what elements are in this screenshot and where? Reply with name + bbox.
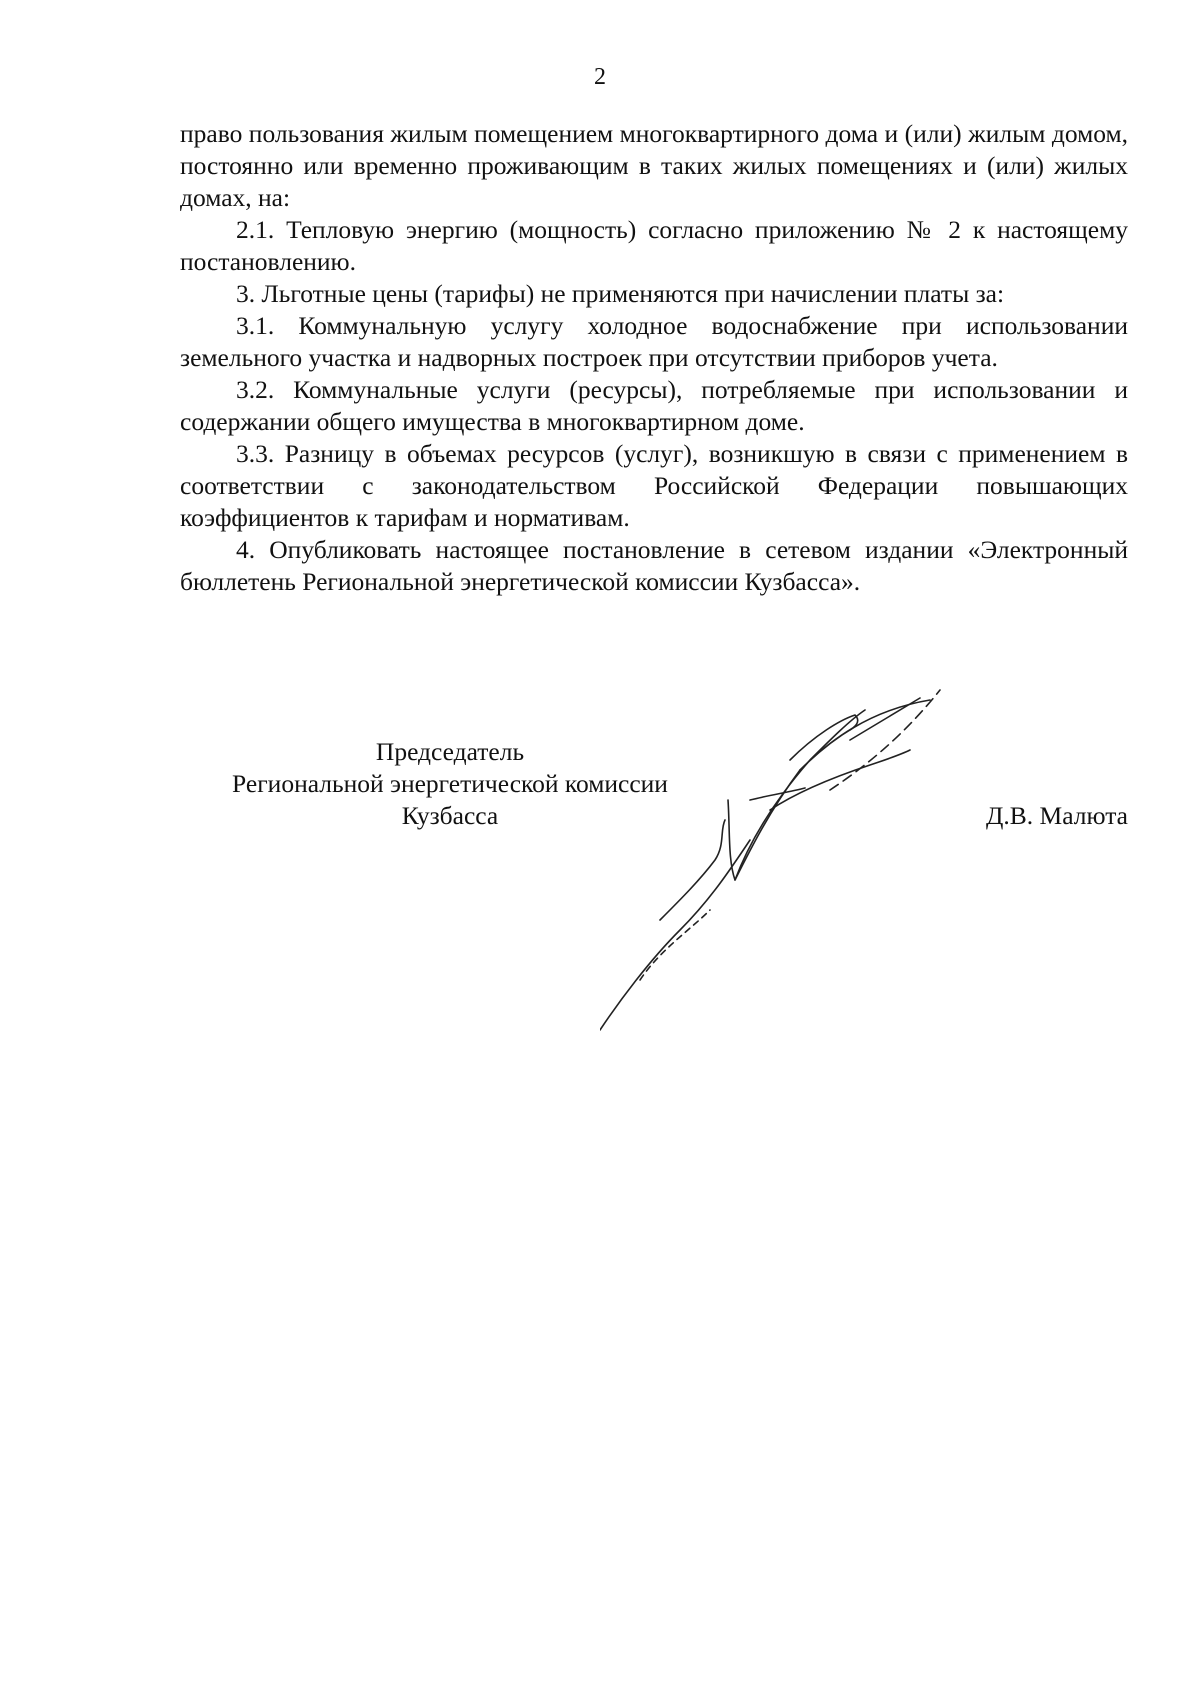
paragraph-3: 3. Льготные цены (тарифы) не применяются при начислении платы за: xyxy=(236,279,1005,308)
handwritten-signature xyxy=(600,680,1020,1040)
document-body xyxy=(180,118,1128,598)
paragraph-3-3: 3.3. Разницу в объемах ресурсов (услуг), возникшую в связи с применением в соответствии с законодательством Российской Федерации повышающих коэффициентов к тарифам и нормативам. xyxy=(180,439,1128,532)
paragraph-3-1: 3.1. Коммунальную услугу холодное водоснабжение при использовании земельного участка и надворных построек при отсутствии приборов учета. xyxy=(180,311,1128,372)
position-line-2: Региональной энергетической комиссии xyxy=(232,769,668,798)
signer-name: Д.В. Малюта xyxy=(986,801,1128,830)
paragraph-2-1: 2.1. Тепловую энергию (мощность) согласно приложению № 2 к настоящему постановлению. xyxy=(180,215,1128,276)
page-number: 2 xyxy=(594,64,606,90)
paragraph-4: 4. Опубликовать настоящее постановление в сетевом издании «Электронный бюллетень Региональной энергетической комиссии Кузбасса». xyxy=(180,535,1128,596)
position-line-1: Председатель xyxy=(375,737,525,766)
paragraph-3-2: 3.2. Коммунальные услуги (ресурсы), потребляемые при использовании и содержании общего имущества в многоквартирном доме. xyxy=(180,375,1128,436)
position-line-3: Кузбасса xyxy=(401,801,499,830)
paragraph-continuation: право пользования жилым помещением многоквартирного дома и (или) жилым домом, постоянно или временно проживающим в таких жилых помещениях и (или) жилых домах, на: xyxy=(180,119,1128,212)
